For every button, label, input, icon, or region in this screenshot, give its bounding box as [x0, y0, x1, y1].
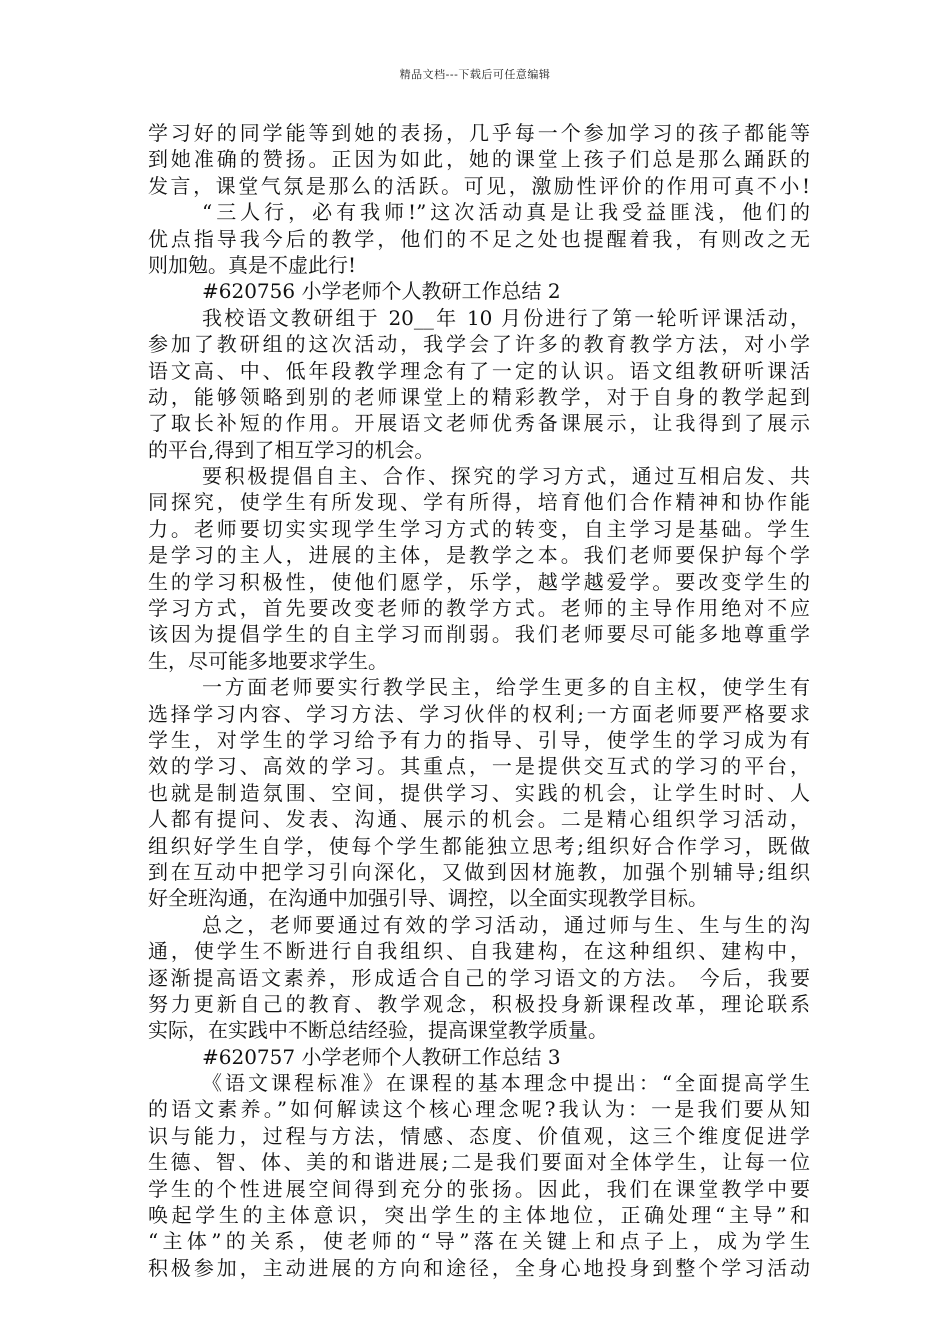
- text-line: 学生的个性进展空间得到充分的张扬。因此，我们在课堂教学中要: [148, 1176, 810, 1201]
- text-line: 同探究，使学生有所发现、学有所得，培育他们合作精神和协作能: [148, 490, 810, 515]
- text-line: 实际，在实践中不断总结经验，提高课堂教学质量。: [148, 1018, 608, 1043]
- text-line: #620757 小学老师个人教研工作总结 3: [202, 1044, 561, 1069]
- text-line: 组织好学生自学，使每个学生都能独立思考;组织好合作学习，既做: [148, 833, 810, 858]
- text-line: 语文高、中、低年段教学理念有了一定的认识。语文组教研听课活: [148, 358, 810, 383]
- text-line: 力。老师要切实实现学生学习方式的转变，自主学习是基础。学生: [148, 516, 810, 541]
- text-line: 逐渐提高语文素养，形成适合自己的学习语文的方法。 今后，我要: [148, 965, 810, 990]
- text-line: 生，尽可能多地要求学生。: [148, 648, 388, 673]
- text-line: #620756 小学老师个人教研工作总结 2: [202, 279, 561, 304]
- text-line: 动，能够领略到别的老师课堂上的精彩教学，对于自身的教学起到: [148, 384, 810, 409]
- text-line: 通，使学生不断进行自我组织、自我建构，在这种组织、建构中，: [148, 939, 810, 964]
- text-line: “三人行，必有我师!”这次活动真是让我受益匪浅，他们的: [202, 200, 810, 225]
- text-line: 学习好的同学能等到她的表扬，几乎每一个参加学习的孩子都能等: [148, 121, 810, 145]
- text-line: 识与能力，过程与方法，情感、态度、价值观，这三个维度促进学: [148, 1123, 810, 1148]
- text-line: 我校语文教研组于 20__年 10 月份进行了第一轮听评课活动，: [202, 305, 810, 330]
- text-line: 一方面老师要实行教学民主，给学生更多的自主权，使学生有: [202, 675, 810, 700]
- text-line: 积极参加，主动进展的方向和途径，全身心地投身到整个学习活动: [148, 1255, 810, 1280]
- text-line: 的语文素养。”如何解读这个核心理念呢?我认为：一是我们要从知: [148, 1097, 810, 1122]
- text-line: 了取长补短的作用。开展语文老师优秀备课展示，让我得到了展示: [148, 411, 810, 436]
- page-header: 精品文档---下载后可任意编辑: [399, 68, 551, 81]
- text-line: 好全班沟通，在沟通中加强引导、调控，以全面实现教学目标。: [148, 886, 708, 911]
- text-line: 到在互动中把学习引向深化，又做到因材施教，加强个别辅导;组织: [148, 859, 810, 884]
- text-line: 的平台,得到了相互学习的机会。: [148, 437, 435, 462]
- text-line: 《语文课程标准》在课程的基本理念中提出：“全面提高学生: [202, 1071, 810, 1096]
- text-line: 优点指导我今后的教学，他们的不足之处也提醒着我，有则改之无: [148, 226, 810, 251]
- text-line: 生德、智、体、美的和谐进展;二是我们要面对全体学生，让每一位: [148, 1150, 810, 1175]
- text-line: 唤起学生的主体意识，突出学生的主体地位，正确处理“主导”和: [148, 1203, 810, 1228]
- text-line: 效的学习、高效的学习。其重点，一是提供交互式的学习的平台，: [148, 754, 810, 779]
- text-line: 人都有提问、发表、沟通、展示的机会。二是精心组织学习活动，: [148, 807, 810, 832]
- text-line: “主体”的关系，使老师的“导”落在关键上和点子上，成为学生: [148, 1229, 810, 1254]
- text-line: 到她准确的赞扬。正因为如此，她的课堂上孩子们总是那么踊跃的: [148, 147, 810, 172]
- text-line: 学生，对学生的学习给予有力的指导、引导，使学生的学习成为有: [148, 727, 810, 752]
- text-line: 参加了教研组的这次活动，我学会了许多的教育教学方法，对小学: [148, 332, 810, 357]
- text-line: 要积极提倡自主、合作、探究的学习方式，通过互相启发、共: [202, 464, 810, 489]
- text-line: 总之，老师要通过有效的学习活动，通过师与生、生与生的沟: [202, 912, 810, 937]
- text-line: 选择学习内容、学习方法、学习伙伴的权利;一方面老师要严格要求: [148, 701, 810, 726]
- text-line: 努力更新自己的教育、教学观念，积极投身新课程改革，理论联系: [148, 991, 810, 1016]
- text-line: 生的学习积极性，使他们愿学，乐学，越学越爱学。要改变学生的: [148, 569, 810, 594]
- text-line: 发言，课堂气氛是那么的活跃。可见，激励性评价的作用可真不小!: [148, 173, 810, 198]
- text-line: 也就是制造氛围、空间，提供学习、实践的机会，让学生时时、人: [148, 780, 810, 805]
- text-line: 该因为提倡学生的自主学习而削弱。我们老师要尽可能多地尊重学: [148, 622, 810, 647]
- document-body: [148, 120, 810, 1281]
- text-line: 则加勉。真是不虚此行!: [148, 252, 357, 277]
- text-line: 是学习的主人，进展的主体，是教学之本。我们老师要保护每个学: [148, 543, 810, 568]
- text-line: 学习方式，首先要改变老师的教学方式。老师的主导作用绝对不应: [148, 596, 810, 621]
